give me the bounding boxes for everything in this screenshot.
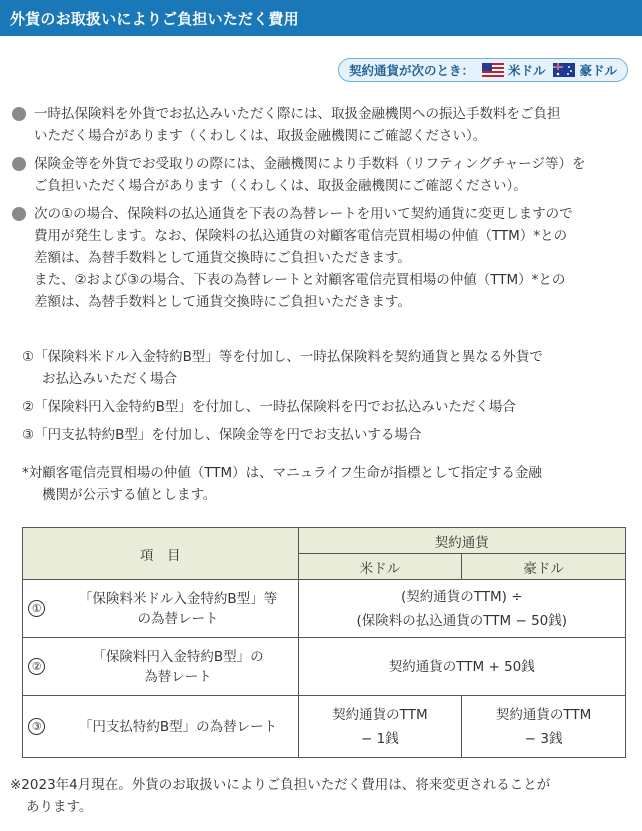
row-number (23, 580, 51, 638)
row-formula-aud (462, 696, 626, 758)
row-item-text: 「保険料米ドル入金特約B型」等 (78, 590, 278, 607)
au-flag-icon (553, 63, 575, 77)
table-row (23, 580, 626, 638)
row-number-label: ② (28, 658, 45, 675)
case-list (22, 346, 632, 452)
bullet-item (12, 103, 632, 147)
bullet-text: 差額は、為替手数料として通貨交換時にご負担いただきます。 (34, 294, 411, 310)
footer-note (10, 774, 632, 818)
row-item-text: 「円支払特約B型」の為替レート (78, 718, 278, 735)
row-formula-usd (298, 696, 462, 758)
bullet-dot-icon (12, 107, 26, 121)
formula-text: 契約通貨のTTM (495, 706, 592, 723)
bullet-text: いただく場合があります（くわしくは、取扱金融機関にご確認ください）。 (34, 128, 487, 144)
badge-aud-label: 豪ドル (579, 63, 617, 78)
bullet-text: 保険金等を外貨でお受取りの際には、金融機関により手数料（リフティングチャージ等）を (34, 156, 586, 172)
row-item-text: 為替レート (144, 668, 212, 685)
row-item-text: の為替レート (137, 610, 219, 627)
ttm-footnote (22, 462, 632, 506)
case-text: ②「保険料円入金特約B型」を付加し、一時払保険料を円でお払込みいただく場合 (22, 399, 516, 415)
bullet-list (12, 103, 632, 319)
note-text: *対顧客電信売買相場の仲値（TTM）は、マニュライフ生命が指標として指定する金融 (22, 465, 542, 481)
badge-usd-label: 米ドル (507, 63, 546, 78)
table-header-item: 項 目 (23, 528, 299, 580)
bullet-text: 一時払保険料を外貨でお払込みいただく際には、取扱金融機関への振込手数料をご負担 (34, 106, 561, 122)
table-header-currency: 契約通貨 (298, 528, 625, 554)
case-text: お払込みいただく場合 (42, 371, 177, 387)
row-formula (298, 580, 625, 638)
row-item (50, 638, 298, 696)
bullet-text: 次の①の場合、保険料の払込通貨を下表の為替レートを用いて契約通貨に変更しますので (34, 206, 573, 222)
case-text: ③「円支払特約B型」を付加し、保険金等を円でお支払いする場合 (22, 427, 422, 443)
case-item (22, 346, 632, 390)
footer-text: ※2023年4月現在。外貨のお取扱いによりご負担いただく費用は、将来変更されることが (10, 777, 551, 793)
contract-currency-badge (338, 58, 628, 82)
bullet-dot-icon (12, 207, 26, 221)
formula-text: (保険料の払込通貨のTTM − 50銭) (356, 612, 568, 629)
row-number (23, 638, 51, 696)
bullet-text: 差額は、為替手数料として通貨交換時にご負担いただきます。 (34, 250, 411, 266)
table-row (23, 696, 626, 758)
us-flag-icon (482, 63, 504, 77)
bullet-item (12, 203, 632, 313)
bullet-dot-icon (12, 157, 26, 171)
note-text: 機関が公示する値とします。 (42, 487, 217, 503)
row-item-text: 「保険料円入金特約B型」の (92, 648, 264, 665)
section-title: 外貨のお取扱いによりご負担いただく費用 (10, 10, 299, 28)
formula-text: 契約通貨のTTM + 50銭 (388, 658, 535, 675)
exchange-rate-table (22, 527, 626, 758)
formula-text: − 3銭 (524, 730, 563, 747)
row-number-label: ③ (28, 718, 45, 735)
bullet-text: 費用が発生します。なお、保険料の払込通貨の対顧客電信売買相場の仲値（TTM）*との (34, 228, 568, 244)
row-formula (298, 638, 625, 696)
formula-text: 契約通貨のTTM (332, 706, 428, 723)
bullet-text: ご負担いただく場合があります（くわしくは、取扱金融機関にご確認ください）。 (34, 178, 527, 194)
table-header-usd: 米ドル (298, 554, 462, 580)
row-item (50, 696, 298, 758)
case-item (22, 396, 632, 418)
section-header (0, 0, 642, 36)
formula-text: (契約通貨のTTM) ÷ (400, 588, 523, 605)
case-item (22, 424, 632, 446)
formula-text: − 1銭 (361, 730, 399, 747)
bullet-text: また、②および③の場合、下表の為替レートと対顧客電信売買相場の仲値（TTM）*との (34, 272, 566, 288)
footer-text: あります。 (26, 799, 93, 815)
bullet-item (12, 153, 632, 197)
row-number (23, 696, 51, 758)
row-number-label: ① (28, 600, 45, 617)
table-header-aud: 豪ドル (462, 554, 626, 580)
case-text: ①「保険料米ドル入金特約B型」等を付加し、一時払保険料を契約通貨と異なる外貨で (22, 349, 543, 365)
table-row (23, 638, 626, 696)
badge-prefix: 契約通貨が次のとき： (348, 63, 474, 78)
row-item (50, 580, 298, 638)
